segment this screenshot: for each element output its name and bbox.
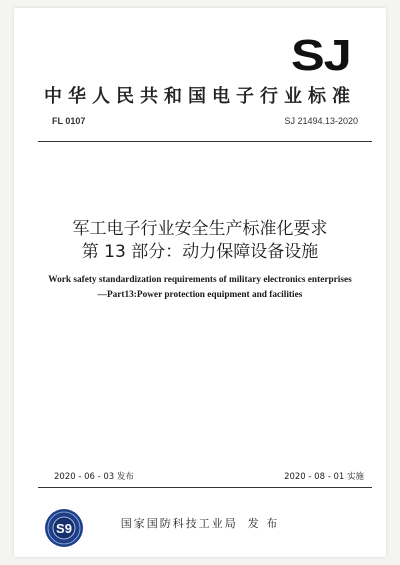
english-title — [14, 273, 386, 303]
standard-codes-row — [52, 116, 358, 126]
english-title-line1: Work safety standardization requirements of military electronics enterprises — [48, 275, 352, 285]
standard-category-title: 中华人民共和国电子行业标准 — [44, 86, 356, 107]
publisher-line — [14, 515, 386, 531]
document-page — [14, 8, 386, 557]
implementation-date: 2020 - 08 - 01 实施 — [284, 472, 364, 482]
publisher-name: 国家国防科技工业局 — [120, 517, 238, 530]
issue-date: 2020 - 06 - 03 发布 — [54, 472, 134, 482]
classification-code: FL 0107 — [52, 116, 86, 126]
top-divider — [38, 141, 372, 142]
english-title-line2: —Part13:Power protection equipment and facilities — [97, 290, 303, 300]
chinese-title-line2: 第 13 部分：动力保障设备设施 — [81, 242, 319, 262]
chinese-title-line1: 军工电子行业安全生产标准化要求 — [72, 219, 328, 239]
standard-number: SJ 21494.13-2020 — [284, 116, 358, 126]
bottom-divider — [38, 487, 372, 488]
dates-row — [54, 470, 364, 482]
publish-action: 发 布 — [247, 517, 280, 530]
svg-text:S9: S9 — [56, 521, 72, 536]
sj-logo: SJ — [291, 31, 351, 80]
chinese-title — [14, 218, 386, 264]
